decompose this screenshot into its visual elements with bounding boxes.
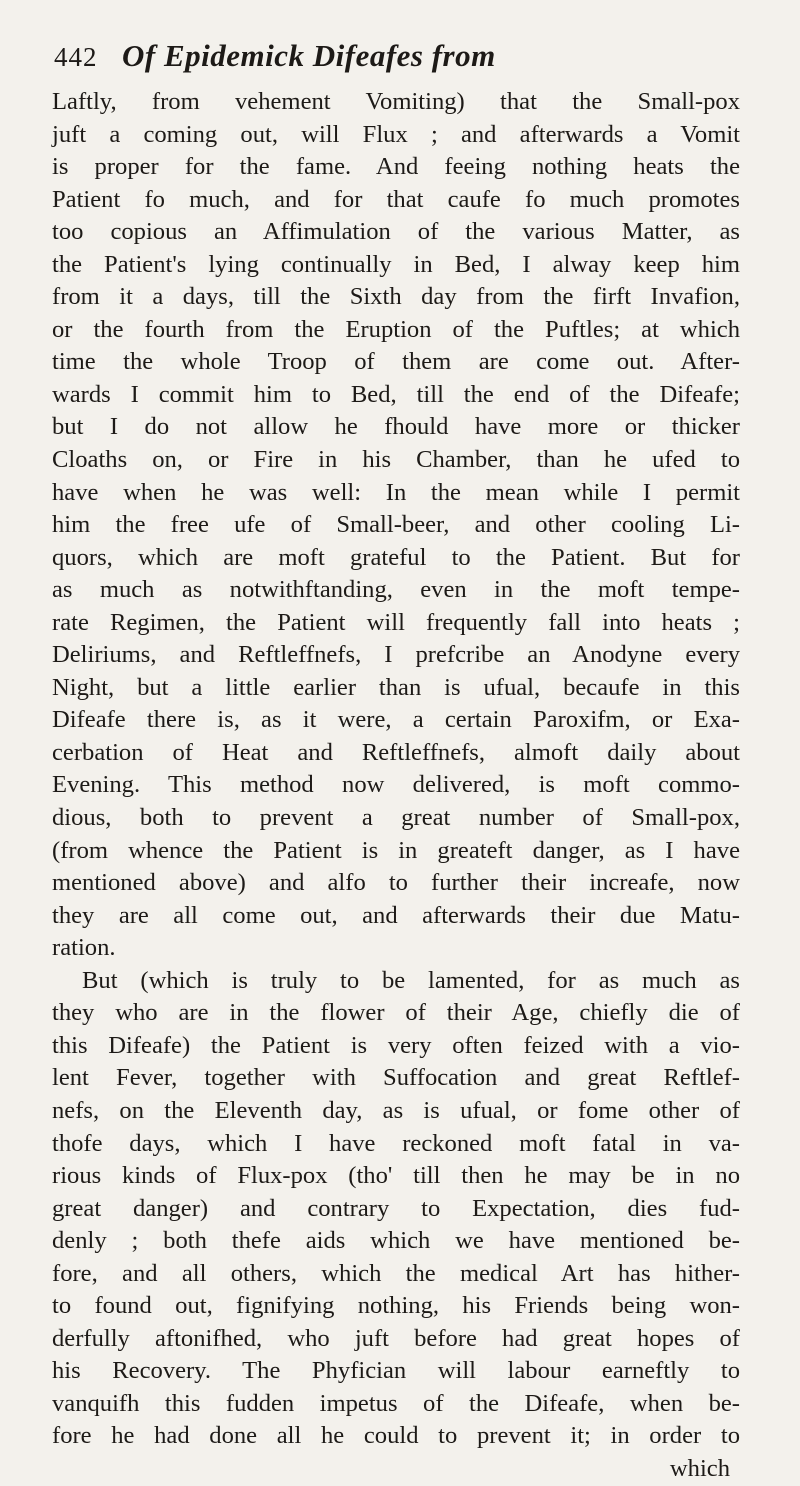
- text-line: Laftly, from vehement Vomiting) that the Small-pox: [52, 88, 740, 115]
- text-line: derfully aftonifhed, who juft before had great hopes of: [52, 1324, 740, 1352]
- text-line: (from whence the Patient is in greateft danger, as I have: [52, 836, 740, 864]
- running-title: Of Epidemick Difeafes from: [122, 38, 496, 73]
- text-line: or the fourth from the Eruption of the Puftles; at which: [52, 315, 740, 343]
- text-line: nefs, on the Eleventh day, as is ufual, or fome other of: [52, 1096, 740, 1124]
- text-line: as much as notwithftanding, even in the moft tempe-: [52, 576, 740, 604]
- text-line: Deliriums, and Reftleffnefs, I prefcribe an Anodyne every: [52, 641, 740, 669]
- text-line: ration.: [52, 934, 116, 962]
- page-number: 442: [54, 42, 98, 72]
- text-line: quors, which are moft grateful to the Patient. But for: [52, 543, 740, 571]
- text-line: the Patient's lying continually in Bed, I alway keep him: [52, 250, 740, 278]
- text-line: Night, but a little earlier than is ufual, becaufe in this: [52, 673, 740, 701]
- text-line: denly ; both thefe aids which we have mentioned be-: [52, 1227, 740, 1255]
- text-line: lent Fever, together with Suffocation and great Reftlef-: [52, 1064, 740, 1092]
- text-line: Evening. This method now delivered, is moft commo-: [52, 771, 740, 799]
- text-line: they who are in the flower of their Age, chiefly die of: [52, 999, 740, 1027]
- text-line: rious kinds of Flux-pox (tho' till then he may be in no: [52, 1162, 740, 1190]
- text-line: too copious an Affimulation of the various Matter, as: [52, 218, 740, 246]
- text-line: vanquifh this fudden impetus of the Difeafe, when be-: [52, 1389, 740, 1417]
- text-line: but I do not allow he fhould have more or thicker: [52, 413, 740, 441]
- text-line: mentioned above) and alfo to further their increafe, now: [52, 869, 740, 897]
- text-line: wards I commit him to Bed, till the end of the Difeafe;: [52, 380, 740, 408]
- text-line: But (which is truly to be lamented, for as much as: [82, 966, 740, 994]
- text-line: rate Regimen, the Patient will frequently fall into heats ;: [52, 608, 740, 636]
- text-line: fore he had done all he could to prevent it; in order to: [52, 1422, 740, 1450]
- text-line: this Difeafe) the Patient is very often feized with a vio-: [52, 1031, 740, 1059]
- catchword: which: [669, 1454, 730, 1482]
- text-line: fore, and all others, which the medical Art has hither-: [52, 1259, 740, 1287]
- text-line: Difeafe there is, as it were, a certain Paroxifm, or Exa-: [52, 706, 740, 734]
- text-line: Patient fo much, and for that caufe fo much promotes: [52, 185, 740, 213]
- text-line: is proper for the fame. And feeing nothing heats the: [52, 153, 740, 181]
- text-line: great danger) and contrary to Expectation, dies fud-: [52, 1194, 740, 1222]
- page-header: [52, 38, 740, 84]
- text-line: thofe days, which I have reckoned moft fatal in va-: [52, 1129, 740, 1157]
- text-line: cerbation of Heat and Reftleffnefs, almoft daily about: [52, 738, 740, 766]
- text-line: from it a days, till the Sixth day from the firft Invafion,: [52, 283, 740, 311]
- text-line: juft a coming out, will Flux ; and afterwards a Vomit: [52, 120, 740, 148]
- text-line: have when he was well: In the mean while I permit: [52, 478, 740, 506]
- text-line: dious, both to prevent a great number of Small-pox,: [52, 804, 740, 832]
- text-line: they are all come out, and afterwards their due Matu-: [52, 901, 740, 929]
- body-text: [52, 86, 740, 1453]
- text-line: him the free ufe of Small-beer, and other cooling Li-: [52, 511, 740, 539]
- text-line: Cloaths on, or Fire in his Chamber, than he ufed to: [52, 446, 740, 474]
- text-line: to found out, fignifying nothing, his Friends being won-: [52, 1292, 740, 1320]
- text-line: time the whole Troop of them are come out. After-: [52, 348, 740, 376]
- text-line: his Recovery. The Phyfician will labour earneftly to: [52, 1357, 740, 1385]
